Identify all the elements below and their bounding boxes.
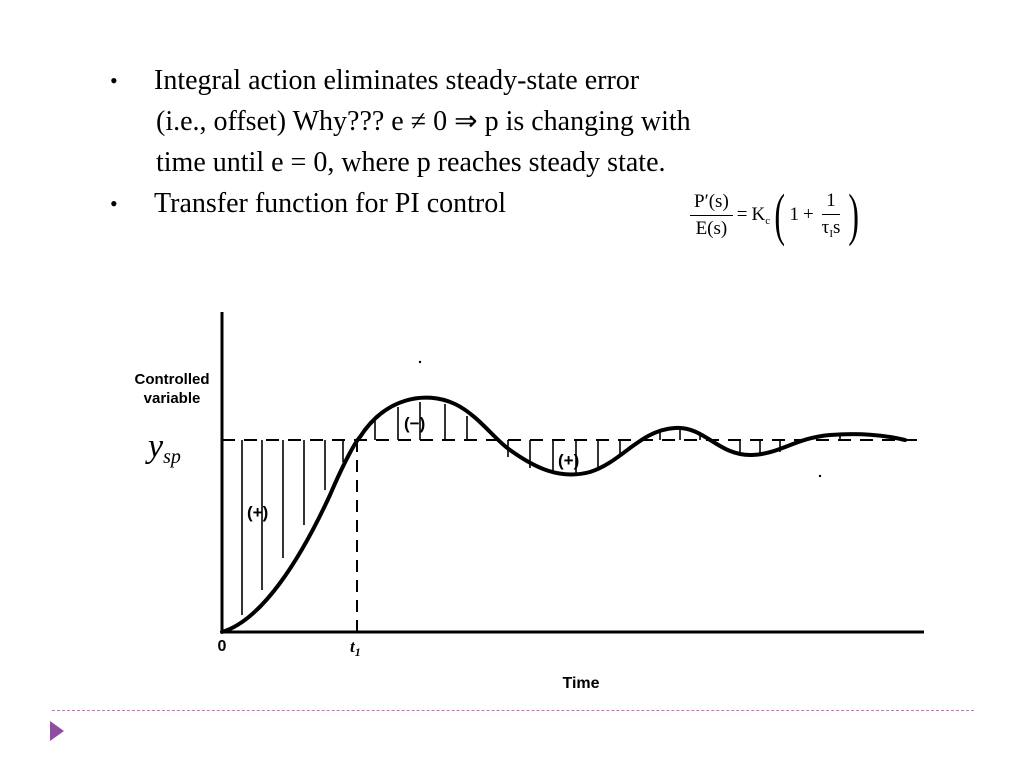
formula-inner-numerator: 1	[822, 190, 840, 215]
scan-speck	[419, 361, 421, 363]
bullet-dot: •	[110, 68, 118, 93]
formula-s: s	[832, 217, 841, 238]
footer-arrow-icon	[50, 721, 64, 741]
bullet-text-line: Integral action eliminates steady-state error	[154, 65, 640, 96]
pi-transfer-function-formula	[690, 180, 864, 250]
setpoint-label	[148, 428, 181, 469]
formula-gain-subscript: c	[765, 214, 771, 227]
bullet-text-line: Transfer function for PI control	[154, 188, 507, 219]
setpoint-subscript: sp	[163, 446, 181, 468]
formula-lhs-denominator: E(s)	[695, 217, 728, 239]
region-label-negative: (−)	[404, 414, 426, 433]
region-label-positive-early: (+)	[247, 503, 269, 522]
formula-one: 1	[789, 204, 799, 225]
formula-gain-symbol: K	[751, 203, 766, 225]
formula-tau: τ	[821, 217, 830, 238]
bullet-text-line: time until e = 0, where p reaches steady state.	[156, 147, 666, 178]
error-hatching	[242, 402, 840, 615]
bullet-dot: •	[110, 191, 118, 216]
y-axis-label-line1: Controlled	[134, 371, 210, 388]
t1-tick-subscript: 1	[354, 645, 361, 659]
formula-right-paren: )	[848, 182, 860, 247]
response-plot	[0, 290, 1024, 710]
bullet-integral-action	[110, 60, 870, 183]
formula-equals: =	[736, 204, 748, 225]
formula-inner-denominator	[818, 215, 845, 240]
scan-speck	[819, 475, 821, 477]
t1-tick-symbol: t	[350, 637, 355, 656]
y-axis-label-line2: variable	[143, 390, 201, 407]
x-axis-label: Time	[562, 675, 600, 692]
region-label-positive-late: (+)	[558, 451, 580, 470]
setpoint-symbol: y	[148, 428, 164, 465]
formula-lhs-fraction	[690, 191, 733, 240]
formula-tau-subscript: I	[829, 228, 833, 240]
origin-tick-label: 0	[217, 638, 227, 655]
footer-divider	[52, 710, 974, 711]
t1-tick-label	[350, 637, 361, 659]
formula-gain	[752, 204, 771, 227]
bullet-text-line: (i.e., offset) Why??? e ≠ 0 ⇒ p is changing with	[156, 106, 691, 137]
formula-inner-fraction	[818, 190, 845, 240]
formula-lhs-numerator: P′(s)	[690, 191, 733, 216]
pi-response-figure	[0, 290, 1024, 710]
response-curve	[222, 398, 905, 632]
formula-plus: +	[802, 204, 814, 225]
formula-left-paren: (	[774, 182, 786, 247]
